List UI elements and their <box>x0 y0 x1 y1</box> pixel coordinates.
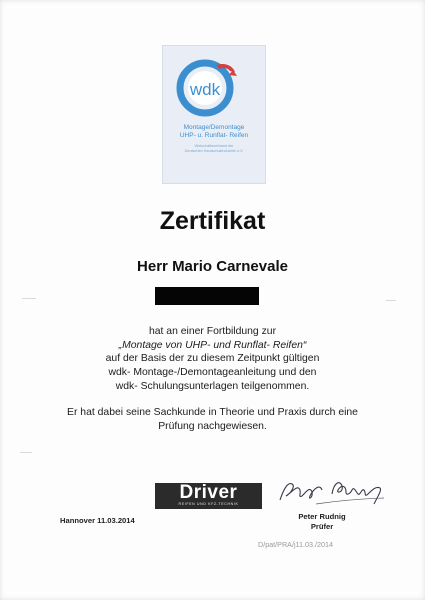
signer-role: Prüfer <box>310 522 334 531</box>
svg-text:wdk: wdk <box>189 80 221 99</box>
driver-logo-word: Driver <box>179 482 238 503</box>
statement-line-2: Prüfung nachgewiesen. <box>158 421 267 432</box>
statement-line-1: Er hat dabei seine Sachkunde in Theorie und Praxis durch eine <box>67 407 358 418</box>
body-line-5: wdk- Schulungsunterlagen teilgenommen. <box>115 381 310 392</box>
logo-caption <box>163 124 265 140</box>
signer-name: Peter Rudnig <box>298 512 346 521</box>
logo-small-line-1: Wirtschaftsverband der <box>194 144 234 148</box>
body-line-3: auf der Basis der zu diesem Zeitpunkt gültigen <box>105 353 320 364</box>
scan-mark <box>386 300 396 301</box>
driver-logo <box>155 483 262 509</box>
scan-mark <box>22 298 36 299</box>
body-line-1: hat an einer Fortbildung zur <box>148 326 277 337</box>
place-and-date: Hannover 11.03.2014 <box>60 516 135 525</box>
scan-mark <box>20 452 32 453</box>
driver-logo-subtitle: REIFEN UND KFZ-TECHNIK <box>178 502 239 506</box>
body-line-2: „Montage von UHP- und Runflat- Reifen“ <box>118 340 307 351</box>
logo-caption-line-2: UHP- u. Runflat- Reifen <box>179 132 249 139</box>
wdk-logo-card <box>162 45 266 184</box>
reference-code: D/pat/PRA/j11.03./2014 <box>258 540 333 549</box>
body-line-4: wdk- Montage-/Demontageanleitung und den <box>108 367 317 378</box>
logo-small-line-2: Deutschen Kautschukindustrie e.V. <box>184 149 244 153</box>
recipient-name: Herr Mario Carnevale <box>137 258 288 275</box>
wdk-ring-logo-icon <box>173 56 237 120</box>
redaction-bar <box>155 287 259 305</box>
logo-caption-line-1: Montage/Demontage <box>183 124 245 131</box>
signature-icon <box>276 474 388 510</box>
certificate-title: Zertifikat <box>159 207 266 235</box>
logo-small-text <box>163 144 265 154</box>
